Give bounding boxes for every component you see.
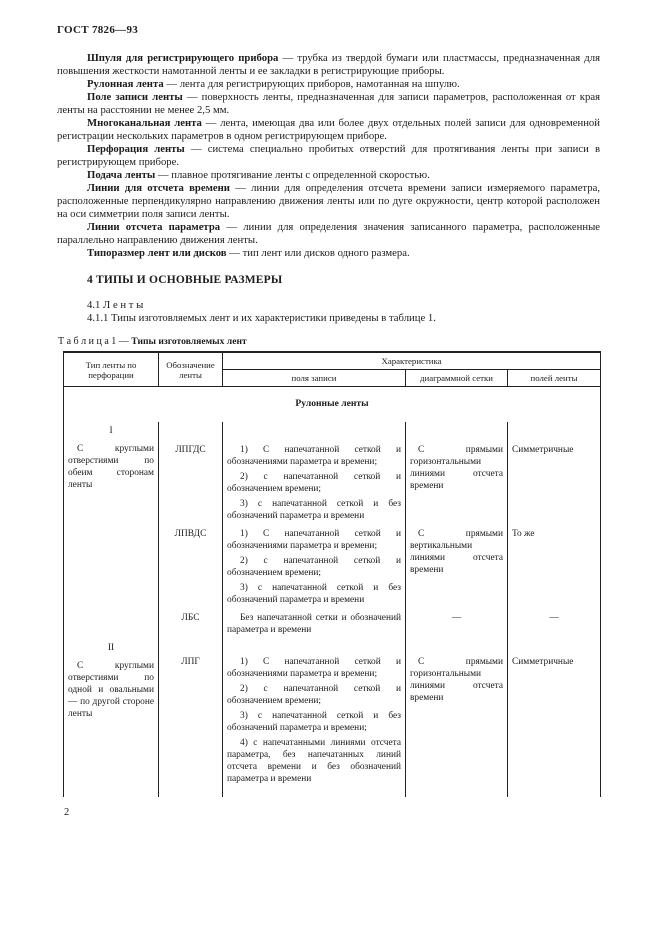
- section-title: 4 ТИПЫ И ОСНОВНЫЕ РАЗМЕРЫ: [87, 274, 283, 286]
- table-row: [64, 422, 601, 522]
- record-item: 3) с напечатанной сеткой и без обозначений параметра и времени;: [227, 711, 401, 733]
- record-item: 3) с напечатанной сеткой и без обозначений параметра и времени: [227, 499, 401, 521]
- definition-term: Типоразмер лент или дисков: [87, 247, 227, 259]
- cell-record-field: [223, 422, 406, 522]
- definition-paragraph: [57, 52, 600, 78]
- definition-text: — лента для регистрирующих приборов, намотанная на шпулю.: [163, 78, 460, 90]
- definition-text: — плавное протягивание ленты с определенной скоростью.: [155, 169, 430, 181]
- record-item: Без напечатанной сетки и обозначений параметра и времени: [227, 613, 401, 635]
- group-numeral: II: [107, 643, 115, 653]
- definition-paragraph: [57, 182, 600, 221]
- tape-types-table: [63, 351, 601, 797]
- definition-term: Многоканальная лента: [87, 117, 202, 129]
- definition-text: — система специально пробитых отверстий для протягивания ленты при записи в регистрирующем приборе.: [57, 143, 601, 168]
- band-row: [64, 387, 601, 423]
- header-chart-grid: диаграммной сетки: [406, 370, 508, 387]
- table-header-row: [64, 352, 601, 370]
- definition-paragraph: [57, 247, 600, 260]
- grid-text: С прямыми вертикальными линиями отсчета времени: [410, 529, 503, 575]
- group-description: С круглыми отверстиями по одной и овальными — по другой стороне ленты: [68, 661, 154, 719]
- header-type-by-perforation: Тип ленты по перфорации: [64, 352, 159, 387]
- definition-text: — поверхность ленты, предназначенная для записи параметров, расположенная от края ленты на расстоянии не менее 2,5 мм.: [57, 91, 601, 116]
- definition-text: — линии для определения отсчета времени записи измеряемого параметра, расположенные перпендикулярно направлению движения ленты или по дуге окружности, центр которой расположен на оси симметрии поля записи ленты.: [57, 182, 600, 220]
- grid-text: С прямыми горизонтальными линиями отсчета времени: [410, 657, 503, 703]
- definition-term: Поле записи ленты: [87, 91, 183, 103]
- definition-text: — линии для определения значения записанного параметра, расположенные параллельно направлению движения ленты.: [57, 221, 600, 246]
- cell-chart-grid: [406, 522, 508, 606]
- definition-text: — лента, имеющая два или более двух отдельных полей записи для одновременной регистрации нескольких параметров в одном регистрирующем приборе.: [57, 117, 600, 142]
- table-caption-label: Т а б л и ц а 1 —: [58, 336, 129, 347]
- table-caption: [58, 336, 600, 347]
- definition-term: Линии отсчета параметра: [87, 221, 221, 233]
- definition-paragraph: [57, 169, 600, 182]
- header-characteristic: Характеристика: [223, 352, 601, 370]
- definition-paragraph: [57, 78, 600, 91]
- cell-record-field: [223, 636, 406, 797]
- definition-paragraph: [57, 117, 600, 143]
- cell-chart-grid: [406, 422, 508, 522]
- record-item: 1) С напечатанной сеткой и обозначениями параметра и времени;: [227, 657, 401, 679]
- header-tape-fields: полей ленты: [508, 370, 601, 387]
- definition-term: Перфорация ленты: [87, 143, 185, 155]
- definition-paragraph: [57, 221, 600, 247]
- cell-perforation-type-2: [64, 636, 159, 797]
- definition-term: Рулонная лента: [87, 78, 164, 90]
- header-record-field: поля записи: [223, 370, 406, 387]
- band-title: Рулонные ленты: [64, 387, 601, 423]
- record-item: 2) с напечатанной сеткой и обозначением времени;: [227, 472, 401, 494]
- record-item: 2) с напечатанной сеткой и обозначением времени;: [227, 684, 401, 706]
- cell-designation: ЛПВДС: [159, 522, 223, 606]
- cell-record-field: [223, 522, 406, 606]
- cell-chart-grid: —: [406, 606, 508, 636]
- table-row: [64, 636, 601, 797]
- definition-term: Шпуля для регистрирующего прибора: [87, 52, 279, 64]
- grid-text: С прямыми горизонтальными линиями отсчета времени: [410, 445, 503, 491]
- cell-designation: ЛБС: [159, 606, 223, 636]
- cell-chart-grid: [406, 636, 508, 797]
- definition-text: — трубка из твердой бумаги или пластмассы, предназначенная для повышения жесткости намотанной ленты и ее закладки в регистрирующие приборы.: [57, 52, 600, 77]
- clause-4-1: 4.1 Л е н т ы: [87, 299, 144, 311]
- header-designation: Обозначение ленты: [159, 352, 223, 387]
- definition-paragraph: [57, 91, 600, 117]
- definition-text: — тип лент или дисков одного размера.: [226, 247, 410, 259]
- cell-tape-fields: Симметричные: [508, 422, 601, 522]
- definition-term: Подача ленты: [87, 169, 156, 181]
- cell-designation: ЛПГ: [159, 636, 223, 797]
- table-caption-title: Типы изготовляемых лент: [131, 336, 247, 347]
- doc-number: ГОСТ 7826—93: [57, 24, 139, 36]
- record-item: 1) С напечатанной сеткой и обозначениями параметра и времени;: [227, 445, 401, 467]
- definition-paragraph: [57, 143, 600, 169]
- page-number: 2: [64, 807, 70, 818]
- record-item: 1) С напечатанной сеткой и обозначениями параметра и времени;: [227, 529, 401, 551]
- cell-tape-fields: Симметричные: [508, 636, 601, 797]
- cell-tape-fields: —: [508, 606, 601, 636]
- cell-perforation-type-1: [64, 422, 159, 636]
- cell-record-field: [223, 606, 406, 636]
- group-numeral: I: [109, 426, 113, 436]
- clause-4-1-1: 4.1.1 Типы изготовляемых лент и их характеристики приведены в таблице 1.: [87, 312, 436, 324]
- cell-designation: ЛПГДС: [159, 422, 223, 522]
- definition-term: Линии для отсчета времени: [87, 182, 230, 194]
- record-item: 2) с напечатанной сеткой и обозначением времени;: [227, 556, 401, 578]
- record-item: 4) с напечатанными линиями отсчета параметра, без напечатанных линий отсчета времени и без обозначений параметра и времени: [227, 738, 401, 784]
- group-description: С круглыми отверстиями по обеим сторонам ленты: [68, 444, 154, 490]
- record-item: 3) с напечатанной сеткой и без обозначений параметра и времени: [227, 583, 401, 605]
- definitions-block: [57, 52, 600, 260]
- cell-tape-fields: То же: [508, 522, 601, 606]
